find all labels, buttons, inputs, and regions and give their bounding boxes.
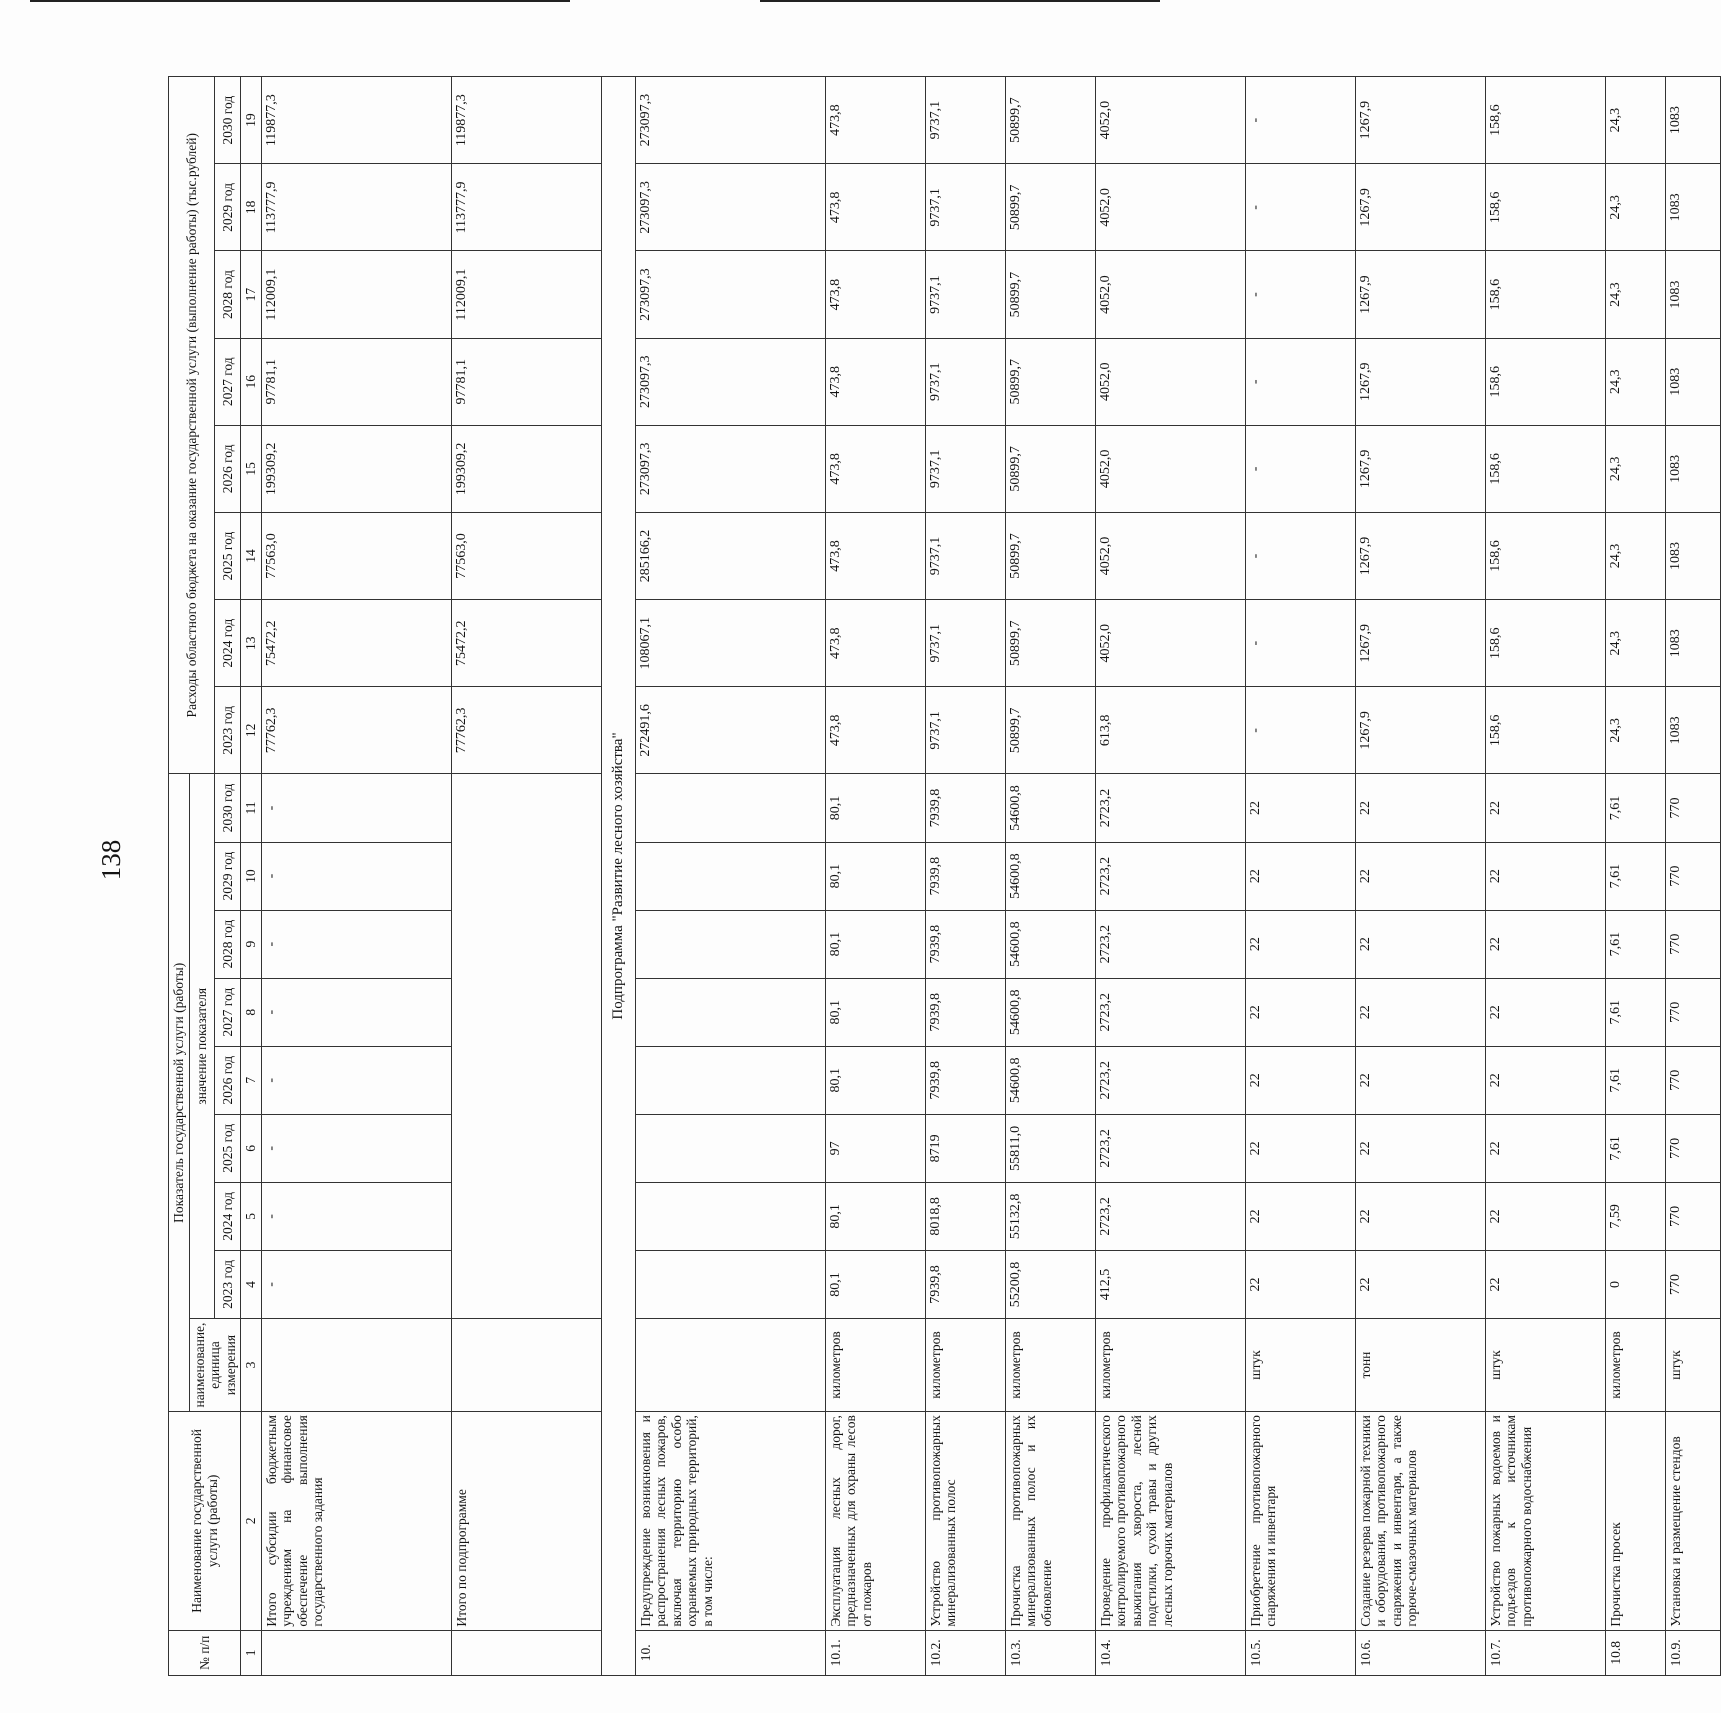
unit-name: километров (925, 1318, 1005, 1411)
column-number: 1 (241, 1630, 262, 1675)
indicator-value: 22 (1355, 1114, 1485, 1182)
row-number: 10.5. (1245, 1630, 1355, 1675)
indicator-value: 770 (1665, 978, 1720, 1046)
table-row (1245, 77, 1355, 1676)
expense-value: 24,3 (1605, 512, 1665, 599)
indicator-value: 22 (1245, 842, 1355, 910)
service-name: Итого по подпрограмме (451, 1412, 601, 1631)
expense-value: 1083 (1665, 425, 1720, 512)
indicator-value: 55132,8 (1005, 1182, 1095, 1250)
unit-name (635, 1318, 825, 1411)
expense-value: 9737,1 (925, 687, 1005, 774)
year-header: 2024 год (215, 600, 241, 687)
expense-value: 1267,9 (1355, 512, 1485, 599)
expense-value: 24,3 (1605, 425, 1665, 512)
header-num: № п/п (169, 1630, 241, 1675)
indicator-value: 22 (1245, 774, 1355, 842)
expense-value: 1267,9 (1355, 687, 1485, 774)
indicator-value: 770 (1665, 1182, 1720, 1250)
indicator-value: 8018,8 (925, 1182, 1005, 1250)
indicator-value: - (261, 978, 451, 1046)
indicator-value: 770 (1665, 1250, 1720, 1318)
indicator-value: 770 (1665, 1046, 1720, 1114)
column-number: 3 (241, 1318, 262, 1411)
expense-value: 1083 (1665, 600, 1720, 687)
row-number: 10. (635, 1630, 825, 1675)
expense-value: - (1245, 600, 1355, 687)
expense-value: 273097,3 (635, 425, 825, 512)
expense-value: 50899,7 (1005, 164, 1095, 251)
indicator-value: 7939,8 (925, 978, 1005, 1046)
expense-value: 285166,2 (635, 512, 825, 599)
service-name: Устройство пожарных водоемов и подъездов к источникам противопожарного водоснабжения (1485, 1412, 1605, 1631)
expense-value: 4052,0 (1095, 425, 1245, 512)
expense-value: - (1245, 512, 1355, 599)
unit-name (261, 1318, 451, 1411)
subprogram-label: Подпрограмма "Развитие лесного хозяйства" (601, 77, 635, 1676)
table-row (1485, 77, 1605, 1676)
expense-value: 97781,1 (261, 338, 451, 425)
expense-value: 272491,6 (635, 687, 825, 774)
indicator-value: 7,61 (1605, 1114, 1665, 1182)
indicator-value: 80,1 (825, 1250, 925, 1318)
year-header: 2030 год (215, 774, 241, 842)
indicator-value: 2723,2 (1095, 774, 1245, 842)
expense-value: 273097,3 (635, 338, 825, 425)
expense-value: 77563,0 (261, 512, 451, 599)
header-unit: наименование, единица измерения (189, 1318, 241, 1411)
indicator-value: 54600,8 (1005, 842, 1095, 910)
column-number: 15 (241, 425, 262, 512)
expense-value: 77762,3 (261, 687, 451, 774)
year-header: 2026 год (215, 1046, 241, 1114)
service-name: Установка и размещение стендов (1665, 1412, 1720, 1631)
expense-value: 50899,7 (1005, 512, 1095, 599)
indicator-value: 7939,8 (925, 910, 1005, 978)
year-header: 2029 год (215, 164, 241, 251)
indicator-value (635, 1250, 825, 1318)
column-number: 9 (241, 910, 262, 978)
indicator-value: 22 (1245, 978, 1355, 1046)
indicator-value: 80,1 (825, 910, 925, 978)
table-row (825, 77, 925, 1676)
indicator-value: 2723,2 (1095, 1114, 1245, 1182)
expense-value: 112009,1 (451, 251, 601, 338)
expense-value: 1083 (1665, 687, 1720, 774)
indicator-value: 7,61 (1605, 910, 1665, 978)
expense-value: 4052,0 (1095, 512, 1245, 599)
expense-value: 473,8 (825, 687, 925, 774)
indicator-value: 7,59 (1605, 1182, 1665, 1250)
expense-value: 199309,2 (451, 425, 601, 512)
column-number: 4 (241, 1250, 262, 1318)
expense-value: 113777,9 (261, 164, 451, 251)
indicator-value: 22 (1485, 1182, 1605, 1250)
column-number: 7 (241, 1046, 262, 1114)
indicator-value: 54600,8 (1005, 978, 1095, 1046)
page-number: 138 (96, 839, 126, 881)
expense-value: 77563,0 (451, 512, 601, 599)
indicator-value: 22 (1245, 1250, 1355, 1318)
scan-top-edge-right (760, 0, 1160, 2)
expense-value: 158,6 (1485, 425, 1605, 512)
indicator-value: 7939,8 (925, 1250, 1005, 1318)
year-header: 2025 год (215, 1114, 241, 1182)
table-row (635, 77, 825, 1676)
year-header: 2024 год (215, 1182, 241, 1250)
indicator-value: 2723,2 (1095, 1182, 1245, 1250)
indicator-value: 80,1 (825, 1182, 925, 1250)
expense-value: 108067,1 (635, 600, 825, 687)
unit-name (451, 1318, 601, 1411)
expense-value: 113777,9 (451, 164, 601, 251)
expense-value: 50899,7 (1005, 425, 1095, 512)
expense-value: 97781,1 (451, 338, 601, 425)
expense-value: 1267,9 (1355, 425, 1485, 512)
unit-name: километров (1005, 1318, 1095, 1411)
expense-value: 1083 (1665, 251, 1720, 338)
expense-value: 273097,3 (635, 164, 825, 251)
expense-value: 1267,9 (1355, 77, 1485, 164)
subprogram-row (601, 77, 635, 1676)
expense-value: 50899,7 (1005, 600, 1095, 687)
year-header: 2023 год (215, 1250, 241, 1318)
expense-value: 473,8 (825, 164, 925, 251)
expense-value: 24,3 (1605, 164, 1665, 251)
indicator-value: 22 (1245, 1046, 1355, 1114)
year-header: 2027 год (215, 978, 241, 1046)
indicator-value: 22 (1485, 978, 1605, 1046)
indicator-value: 97 (825, 1114, 925, 1182)
indicator-value: 7,61 (1605, 1046, 1665, 1114)
expense-value: 1083 (1665, 164, 1720, 251)
expense-value: - (1245, 77, 1355, 164)
indicator-value: 22 (1245, 1114, 1355, 1182)
indicator-value: 8719 (925, 1114, 1005, 1182)
indicator-value: 7939,8 (925, 842, 1005, 910)
column-number: 16 (241, 338, 262, 425)
expense-value: 158,6 (1485, 251, 1605, 338)
expense-value: 1267,9 (1355, 600, 1485, 687)
row-number: 10.9. (1665, 1630, 1720, 1675)
expense-value: 158,6 (1485, 600, 1605, 687)
header-service-name: Наименование государственной услуги (работы) (169, 1412, 241, 1631)
indicator-value: - (261, 1250, 451, 1318)
unit-name: штук (1665, 1318, 1720, 1411)
indicator-value (635, 842, 825, 910)
expense-value: 75472,2 (261, 600, 451, 687)
expense-value: 9737,1 (925, 338, 1005, 425)
expense-value: 1267,9 (1355, 338, 1485, 425)
services-table (168, 76, 1721, 1676)
service-name: Устройство противопожарных минерализованных полос (925, 1412, 1005, 1631)
indicator-value: 0 (1605, 1250, 1665, 1318)
expense-value: 24,3 (1605, 687, 1665, 774)
expense-value: 158,6 (1485, 164, 1605, 251)
column-number: 8 (241, 978, 262, 1046)
indicator-value: 22 (1245, 910, 1355, 978)
indicator-value: 22 (1355, 1046, 1485, 1114)
table-row (925, 77, 1005, 1676)
expense-value: 50899,7 (1005, 251, 1095, 338)
expense-value: 473,8 (825, 77, 925, 164)
year-header: 2029 год (215, 842, 241, 910)
expense-value: 24,3 (1605, 600, 1665, 687)
indicator-value: 80,1 (825, 978, 925, 1046)
table-row (1665, 77, 1720, 1676)
indicator-value: - (261, 1114, 451, 1182)
expense-value: 613,8 (1095, 687, 1245, 774)
column-number: 19 (241, 77, 262, 164)
indicator-value: 80,1 (825, 774, 925, 842)
indicator-value (635, 978, 825, 1046)
expense-value: 158,6 (1485, 77, 1605, 164)
indicator-value: 54600,8 (1005, 1046, 1095, 1114)
indicator-value: 22 (1485, 1250, 1605, 1318)
service-name: Создание резерва пожарной техники и оборудования, противопожарного снаряжения и инвентаря, а также горюче-смазочных материалов (1355, 1412, 1485, 1631)
expense-value: 119877,3 (451, 77, 601, 164)
table-row (1095, 77, 1245, 1676)
expense-value: 9737,1 (925, 77, 1005, 164)
expense-value: 9737,1 (925, 512, 1005, 599)
expense-value: - (1245, 425, 1355, 512)
expense-value: 50899,7 (1005, 687, 1095, 774)
expense-value: 473,8 (825, 512, 925, 599)
indicator-value: 22 (1355, 1250, 1485, 1318)
indicator-value: 54600,8 (1005, 910, 1095, 978)
indicator-value: 22 (1245, 1182, 1355, 1250)
indicator-values-empty (451, 774, 601, 1319)
expense-value: 473,8 (825, 338, 925, 425)
indicator-value: 770 (1665, 910, 1720, 978)
expense-value: 75472,2 (451, 600, 601, 687)
indicator-value: 22 (1355, 1182, 1485, 1250)
indicator-value: 7,61 (1605, 774, 1665, 842)
indicator-value: 55811,0 (1005, 1114, 1095, 1182)
indicator-value (635, 1182, 825, 1250)
column-number: 11 (241, 774, 262, 842)
indicator-value: - (261, 842, 451, 910)
indicator-value: 2723,2 (1095, 910, 1245, 978)
indicator-value: 22 (1355, 910, 1485, 978)
expense-value: 24,3 (1605, 338, 1665, 425)
expense-value: 4052,0 (1095, 251, 1245, 338)
expense-value: 273097,3 (635, 251, 825, 338)
indicator-value: 2723,2 (1095, 978, 1245, 1046)
expense-value: 1083 (1665, 77, 1720, 164)
year-header: 2028 год (215, 910, 241, 978)
row-number: 10.4. (1095, 1630, 1245, 1675)
expense-value: 24,3 (1605, 77, 1665, 164)
row-number: 10.2. (925, 1630, 1005, 1675)
header-indicator: Показатель государственной услуги (работы) (169, 774, 190, 1412)
column-number: 2 (241, 1412, 262, 1631)
expense-value: 9737,1 (925, 164, 1005, 251)
column-number: 6 (241, 1114, 262, 1182)
row-number (261, 1630, 451, 1675)
expense-value: 50899,7 (1005, 338, 1095, 425)
indicator-value: 22 (1485, 1114, 1605, 1182)
indicator-value: 412,5 (1095, 1250, 1245, 1318)
expense-value: 1267,9 (1355, 164, 1485, 251)
row-number: 10.6. (1355, 1630, 1485, 1675)
table-row (451, 77, 601, 1676)
row-number: 10.1. (825, 1630, 925, 1675)
year-header: 2030 год (215, 77, 241, 164)
indicator-value: 770 (1665, 1114, 1720, 1182)
scan-top-edge (30, 0, 570, 2)
expense-value: - (1245, 164, 1355, 251)
service-name: Итого субсидии бюджетным учреждениям на финансовое обеспечение выполнения государственного задания (261, 1412, 451, 1631)
indicator-value: 770 (1665, 842, 1720, 910)
table-row (1605, 77, 1665, 1676)
unit-name: километров (825, 1318, 925, 1411)
expense-value: - (1245, 338, 1355, 425)
service-name: Прочистка просек (1605, 1412, 1665, 1631)
indicator-value: 55200,8 (1005, 1250, 1095, 1318)
column-number: 14 (241, 512, 262, 599)
indicator-value: 54600,8 (1005, 774, 1095, 842)
service-name: Проведение профилактического контролируемого противопожарного выжигания хвороста, лесной подстилки, сухой травы и других лесных горючих материалов (1095, 1412, 1245, 1631)
expense-value: 1083 (1665, 338, 1720, 425)
unit-name: штук (1245, 1318, 1355, 1411)
expense-value: 158,6 (1485, 338, 1605, 425)
expense-value: 158,6 (1485, 512, 1605, 599)
expense-value: 9737,1 (925, 251, 1005, 338)
expense-value: 1083 (1665, 512, 1720, 599)
expense-value: 4052,0 (1095, 77, 1245, 164)
column-number: 10 (241, 842, 262, 910)
indicator-value: - (261, 774, 451, 842)
indicator-value: 7,61 (1605, 842, 1665, 910)
indicator-value: - (261, 1046, 451, 1114)
header-value: значение показателя (189, 774, 215, 1319)
rotated-table-container (168, 76, 1683, 1676)
indicator-value: 80,1 (825, 842, 925, 910)
indicator-value (635, 1046, 825, 1114)
year-header: 2026 год (215, 425, 241, 512)
indicator-value: 22 (1355, 774, 1485, 842)
unit-name: тонн (1355, 1318, 1485, 1411)
expense-value: 9737,1 (925, 600, 1005, 687)
unit-name: километров (1605, 1318, 1665, 1411)
unit-name: штук (1485, 1318, 1605, 1411)
column-number: 12 (241, 687, 262, 774)
indicator-value: 2723,2 (1095, 1046, 1245, 1114)
expense-value: 24,3 (1605, 251, 1665, 338)
expense-value: 473,8 (825, 425, 925, 512)
indicator-value (635, 774, 825, 842)
indicator-value: 22 (1485, 774, 1605, 842)
indicator-value (635, 910, 825, 978)
year-header: 2025 год (215, 512, 241, 599)
table-row (1355, 77, 1485, 1676)
expense-value: 50899,7 (1005, 77, 1095, 164)
expense-value: 4052,0 (1095, 338, 1245, 425)
expense-value: 473,8 (825, 251, 925, 338)
row-number: 10.8 (1605, 1630, 1665, 1675)
header-expenses: Расходы областного бюджета на оказание государственной услуги (выполнение работы) (тыс.рублей) (169, 77, 215, 774)
indicator-value: 22 (1355, 842, 1485, 910)
indicator-value: 2723,2 (1095, 842, 1245, 910)
expense-value: 273097,3 (635, 77, 825, 164)
indicator-value: 80,1 (825, 1046, 925, 1114)
expense-value: 1267,9 (1355, 251, 1485, 338)
service-name: Эксплуатация лесных дорог, предназначенных для охраны лесов от пожаров (825, 1412, 925, 1631)
expense-value: 112009,1 (261, 251, 451, 338)
expense-value: 9737,1 (925, 425, 1005, 512)
table-row (261, 77, 451, 1676)
expense-value: - (1245, 687, 1355, 774)
table-row (1005, 77, 1095, 1676)
expense-value: - (1245, 251, 1355, 338)
service-name: Приобретение противопожарного снаряжения и инвентаря (1245, 1412, 1355, 1631)
unit-name: километров (1095, 1318, 1245, 1411)
row-number: 10.7. (1485, 1630, 1605, 1675)
year-header: 2023 год (215, 687, 241, 774)
expense-value: 4052,0 (1095, 600, 1245, 687)
column-number: 5 (241, 1182, 262, 1250)
indicator-value: 22 (1355, 978, 1485, 1046)
year-header: 2027 год (215, 338, 241, 425)
expense-value: 119877,3 (261, 77, 451, 164)
column-number: 17 (241, 251, 262, 338)
indicator-value: - (261, 910, 451, 978)
expense-value: 158,6 (1485, 687, 1605, 774)
service-name: Прочистка противопожарных минерализованных полос и их обновление (1005, 1412, 1095, 1631)
expense-value: 199309,2 (261, 425, 451, 512)
indicator-value: - (261, 1182, 451, 1250)
indicator-value: 22 (1485, 1046, 1605, 1114)
row-number (451, 1630, 601, 1675)
year-header: 2028 год (215, 251, 241, 338)
indicator-value: 22 (1485, 910, 1605, 978)
column-number: 13 (241, 600, 262, 687)
expense-value: 473,8 (825, 600, 925, 687)
indicator-value: 7939,8 (925, 774, 1005, 842)
row-number: 10.3. (1005, 1630, 1095, 1675)
expense-value: 77762,3 (451, 687, 601, 774)
indicator-value (635, 1114, 825, 1182)
service-name: Предупреждение возникновения и распространения лесных пожаров, включая территорию особо охраняемых природных территорий, в том числе: (635, 1412, 825, 1631)
indicator-value: 770 (1665, 774, 1720, 842)
indicator-value: 7939,8 (925, 1046, 1005, 1114)
indicator-value: 7,61 (1605, 978, 1665, 1046)
expense-value: 4052,0 (1095, 164, 1245, 251)
column-number: 18 (241, 164, 262, 251)
indicator-value: 22 (1485, 842, 1605, 910)
